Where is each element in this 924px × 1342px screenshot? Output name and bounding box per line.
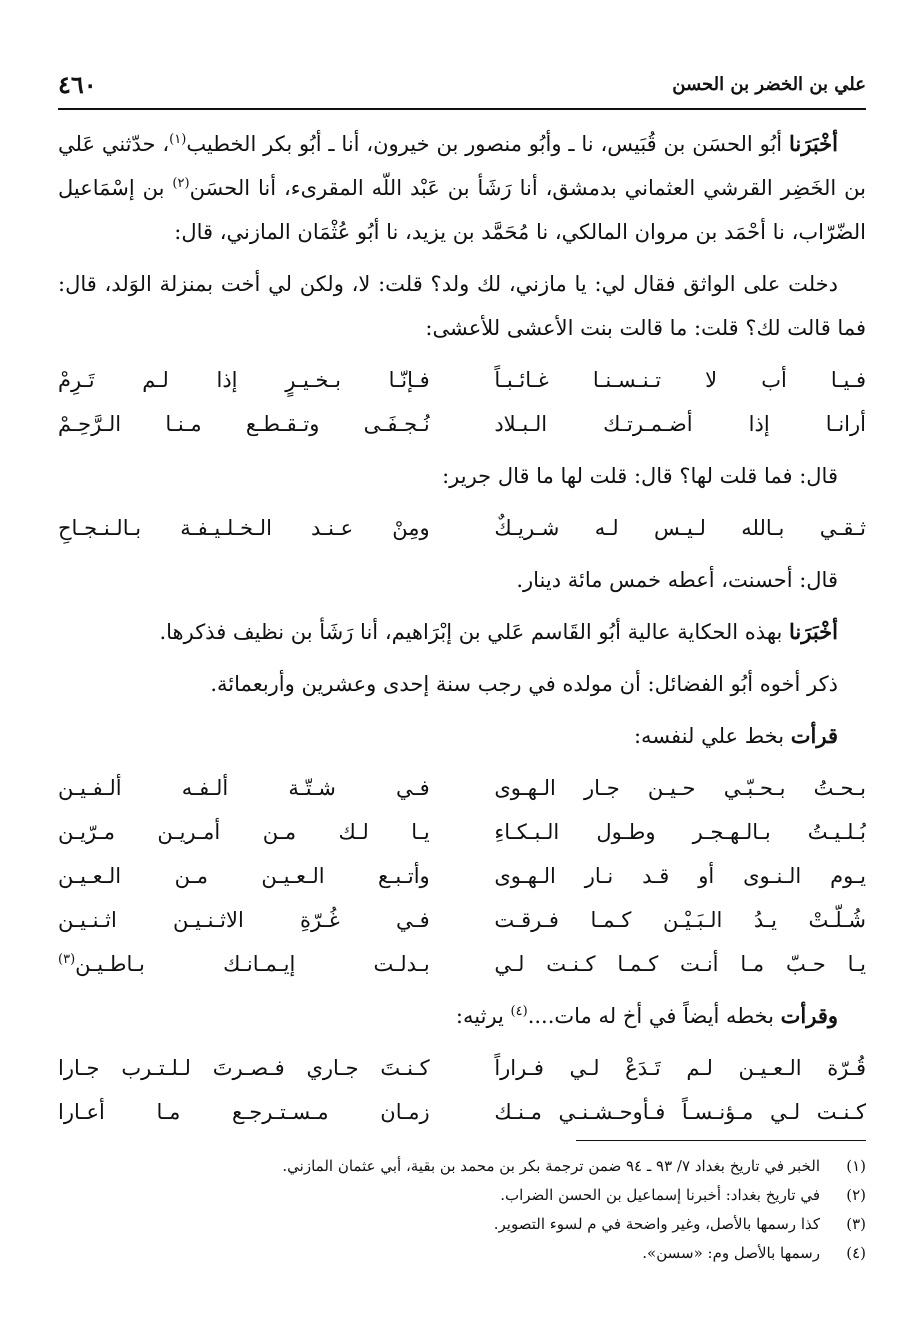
paragraph-story: دخلت على الواثق فقال لي: يا مازني، لك ولد؟ قلت: لا، ولكن لي أخت بمنزلة الوَلد، قال: فما قالت لك؟ قلت: ما قالت بنت الأعشى للأعشى: — [58, 272, 866, 340]
verse-line — [58, 898, 866, 942]
keyword: أخْبَرَنا — [789, 619, 838, 644]
second-hemistich: زمـان مـسـتـرجـع مـا أعـارا — [58, 1100, 430, 1124]
second-hemistich: فـإنّـا بـخـيـرٍ إذا لـم تَـرِمْ — [58, 368, 430, 392]
footnotes — [58, 1152, 866, 1268]
paragraph-higher-chain — [58, 610, 866, 654]
verse-line — [58, 1046, 866, 1090]
paragraph-text: يرثيه: — [455, 1004, 511, 1028]
verse-line — [58, 766, 866, 810]
first-hemistich: كـنـت لـي مـؤنـسـاً فـأوحـشـنـي مـنـك — [494, 1100, 866, 1124]
footnote-ref: (٣) — [58, 952, 76, 967]
footnote-text: رسمها بالأصل وم: «سسن». — [642, 1244, 820, 1262]
running-title: علي بن الخضر بن الحسن — [672, 73, 866, 95]
page-number: ٤٦٠ — [58, 69, 97, 99]
footnote-text: كذا رسمها بالأصل، وغير واضحة في م لسوء التصوير. — [493, 1215, 820, 1233]
keyword: أخْبَرَنا — [789, 131, 838, 156]
second-hemistich — [58, 942, 430, 986]
first-hemistich: قُـرّة الـعـيـن لـم تَـدَعْ لـي فـراراً — [494, 1056, 866, 1080]
footnote-number: (٢) — [846, 1186, 866, 1204]
footnote — [58, 1210, 866, 1239]
first-hemistich: شُـلّـتْ يـدُ الـبَـيْـن كـمـا فـرقـت — [494, 908, 866, 932]
paragraph-read — [58, 714, 866, 758]
second-hemistich: فـي غُـرّةِ الاثـنـيـن اثـنـيـن — [58, 908, 430, 932]
verse-line — [58, 402, 866, 446]
paragraph-text: بن إسْمَاعيل الضّرّاب، نا أحْمَد بن مروان المالكي، نا مُحَمَّد بن يزيد، نا أبُو عُثْمَان المازني، قال: — [58, 176, 866, 244]
second-hemistich: نُـجـفَـى وتـقـطـع مـنـا الـرَّحِـمْ — [58, 412, 430, 436]
verse-line — [58, 1090, 866, 1134]
footnote-ref: (١) — [169, 132, 187, 147]
paragraph-text: بخط علي لنفسه: — [633, 724, 791, 748]
keyword: وقرأت — [780, 1003, 838, 1028]
main-text — [58, 122, 866, 1142]
paragraph-text: ، حدّثني عَلي بن الخَضِر القرشي العثماني بدمشق، أنا رَشَأ بن عَبْد اللّه المقرىء، أنا الحسَن — [58, 132, 866, 200]
verse-line — [58, 810, 866, 854]
verse-line — [58, 506, 866, 550]
paragraph-text: أبُو الحسَن بن قُبَيس، نا ـ وأبُو منصور بن خيرون، أنا ـ أبُو بكر الخطيب — [186, 132, 790, 156]
second-hemistich: وأتـبـع الـعـيـن مـن الـعـيـن — [58, 864, 430, 888]
paragraph-question: قال: فما قلت لها؟ قال: قلت لها ما قال جرير: — [442, 464, 838, 488]
paragraph-isnad — [58, 122, 866, 254]
poem-jarir — [58, 506, 866, 550]
footnote — [58, 1152, 866, 1181]
footnote-ref: (٢) — [172, 176, 190, 191]
first-hemistich: أرانـا إذا أضـمـرتـك الـبـلاد — [494, 412, 866, 436]
header-rule — [58, 108, 866, 110]
keyword: قرأت — [790, 723, 838, 748]
first-hemistich: يـوم الـنـوى أو قـد نـار الـهـوى — [494, 864, 866, 888]
paragraph-reward: قال: أحسنت، أعطه خمس مائة دينار. — [516, 568, 838, 592]
first-hemistich: يـا حـبّ مـا أنـت كـمـا كـنـت لـي — [494, 952, 866, 976]
footnote-number: (٤) — [846, 1244, 866, 1262]
paragraph-text: بهذه الحكاية عالية أبُو القَاسم عَلي بن إبْرَاهيم، أنا رَشَأ بن نظيف فذكرها. — [159, 620, 790, 644]
first-hemistich: بُـلـيـتُ بـالـهـجـر وطـول الـبـكـاءِ — [494, 820, 866, 844]
second-hemistich: فـي شـتّـة ألـفـه ألـفـيـن — [58, 776, 430, 800]
paragraph-birth: ذكر أخوه أبُو الفضائل: أن مولده في رجب سنة إحدى وعشرين وأربعمائة. — [210, 672, 838, 696]
first-hemistich: بـحـتُ بـحـبّـي حـيـن جـار الـهـوى — [494, 776, 866, 800]
footnote-text: في تاريخ بغداد: أخبرنا إسماعيل بن الحسن الضراب. — [500, 1186, 820, 1204]
verse-line — [58, 854, 866, 898]
footnote — [58, 1181, 866, 1210]
paragraph-text: بخطه أيضاً في أخ له مات.... — [527, 1004, 781, 1028]
footnote-number: (١) — [846, 1157, 866, 1175]
second-hemistich: يـا لـك مـن أمـريـن مـرّيـن — [58, 820, 430, 844]
paragraph-elegy-intro — [58, 994, 866, 1038]
page-header — [58, 64, 866, 104]
poem-elegy — [58, 1046, 866, 1134]
poem-al-asha — [58, 358, 866, 446]
hemistich-text: بـدلـت إيـمـانـك بـاطـيـن — [75, 952, 430, 976]
footnote-ref: (٤) — [510, 1004, 528, 1019]
footnote — [58, 1239, 866, 1268]
first-hemistich: فـيـا أب لا تـنـسـنـا غـائـبـاً — [494, 368, 866, 392]
verse-line — [58, 942, 866, 986]
poem-ali — [58, 766, 866, 986]
second-hemistich: ومِنْ عـنـد الـخـلـيـفـة بـالـنـجـاحِ — [58, 516, 430, 540]
first-hemistich: ثـقـي بـالله لـيـس لـه شـريـكٌ — [494, 516, 866, 540]
verse-line — [58, 358, 866, 402]
footnote-rule — [576, 1140, 866, 1141]
footnote-number: (٣) — [846, 1215, 866, 1233]
second-hemistich: كـنـتَ جـاري فـصـرتَ لـلـتـرب جـارا — [58, 1056, 430, 1080]
footnote-text: الخبر في تاريخ بغداد ٧/ ٩٣ ـ ٩٤ ضمن ترجمة بكر بن محمد بن بقية، أبي عثمان المازني. — [282, 1157, 820, 1175]
